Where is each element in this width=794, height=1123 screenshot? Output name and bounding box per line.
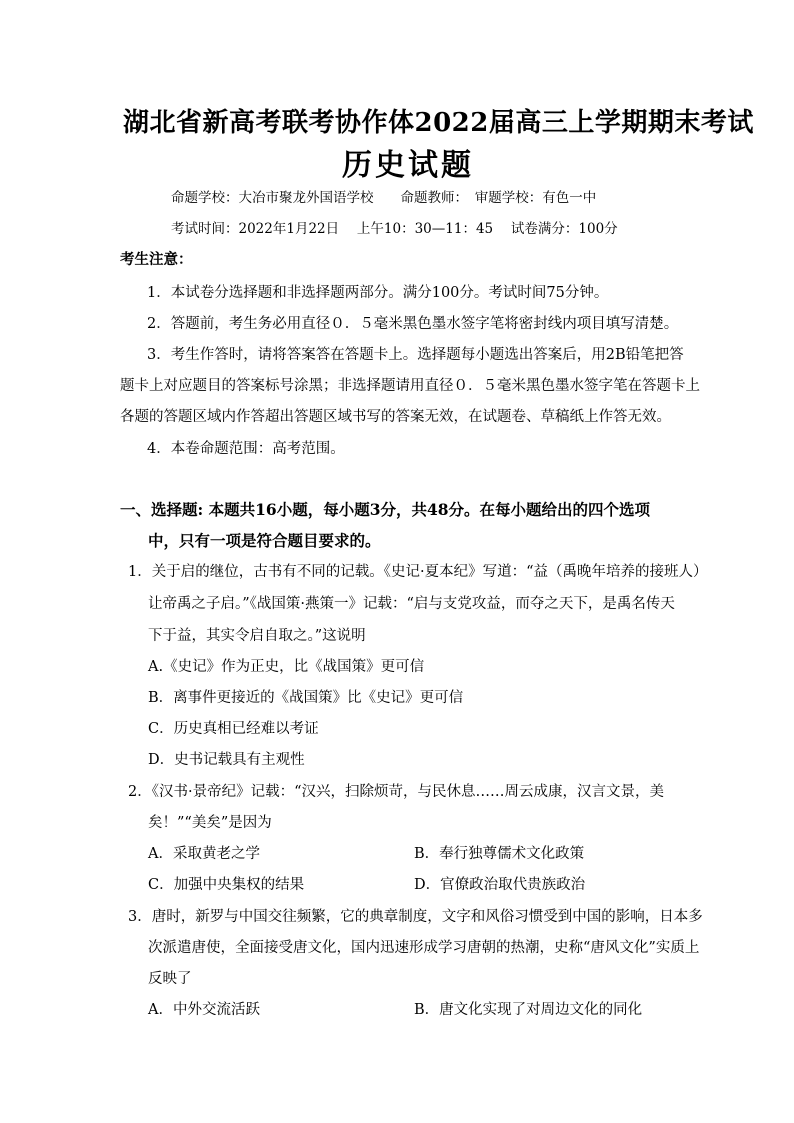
notice-item: 3．考生作答时，请将答案答在答题卡上。选择题每小题选出答案后，用2B铅笔把答: [147, 347, 684, 363]
section-heading-continued: 中，只有一项是符合题目要求的。: [148, 531, 381, 550]
question-1-option-b: B．离事件更接近的《战国策》比《史记》更可信: [148, 690, 464, 706]
notice-item-continued: 题卡上对应题目的答案标号涂黑；非选择题请用直径０．５毫米黑色墨水签字笔在答题卡上: [120, 378, 700, 394]
exam-meta-authors: 命题学校：大冶市聚龙外国语学校 命题教师： 审题学校：有色一中: [171, 190, 597, 206]
question-1-option-d: D．史书记载具有主观性: [148, 752, 305, 768]
notice-item: 1．本试卷分选择题和非选择题两部分。满分100分。考试时间75分钟。: [147, 285, 609, 301]
question-2-option-a: A．采取黄老之学: [148, 846, 260, 862]
subject-title: 历史试题: [342, 148, 474, 183]
notice-item: 4．本卷命题范围：高考范围。: [147, 441, 345, 457]
notice-item-continued: 各题的答题区域内作答超出答题区域书写的答案无效，在试题卷、草稿纸上作答无效。: [120, 409, 671, 425]
question-1-option-a: A.《史记》作为正史，比《战国策》更可信: [148, 659, 425, 675]
question-2-stem: 矣！”“美矣”是因为: [148, 815, 272, 831]
question-1-stem: 1．关于启的继位，古书有不同的记载。《史记·夏本纪》写道：“益（禹晚年培养的接班人）: [128, 564, 708, 580]
notice-item: 2．答题前，考生务必用直径０．５毫米黑色墨水签字笔将密封线内项目填写清楚。: [147, 316, 679, 332]
exam-title: 湖北省新高考联考协作体2022届高三上学期期末考试: [123, 108, 754, 138]
notice-heading: 考生注意：: [120, 251, 193, 268]
question-3-option-b: B．唐文化实现了对周边文化的同化: [414, 1002, 643, 1018]
question-2-option-c: C．加强中央集权的结果: [148, 877, 305, 893]
question-1-stem: 下于益，其实令启自取之。”这说明: [148, 628, 366, 644]
question-3-option-a: A．中外交流活跃: [148, 1002, 260, 1018]
question-3-stem: 3．唐时，新罗与中国交往频繁，它的典章制度，文字和风俗习惯受到中国的影响，日本多: [128, 909, 703, 925]
question-2-stem: 2．《汉书·景帝纪》记载：“汉兴，扫除烦苛，与民休息……周云成康，汉言文景，美: [128, 784, 664, 800]
question-2-option-b: B．奉行独尊儒术文化政策: [414, 846, 585, 862]
question-1-option-c: C．历史真相已经难以考证: [148, 721, 319, 737]
question-3-stem: 次派遣唐使，全面接受唐文化，国内迅速形成学习唐朝的热潮，史称“唐风文化”实质上: [148, 940, 700, 956]
section-heading: 一、选择题: 本题共16小题，每小题3分，共48分。在每小题给出的四个选项: [120, 500, 651, 519]
exam-meta-time: 考试时间：2022年1月22日 上午10：30—11：45 试卷满分：100分: [171, 221, 618, 237]
question-2-option-d: D．官僚政治取代贵族政治: [414, 877, 586, 893]
question-3-stem: 反映了: [148, 971, 192, 987]
question-1-stem: 让帝禹之子启。”《战国策·燕策一》记载：“启与支党攻益，而夺之天下，是禹名传天: [148, 596, 675, 612]
